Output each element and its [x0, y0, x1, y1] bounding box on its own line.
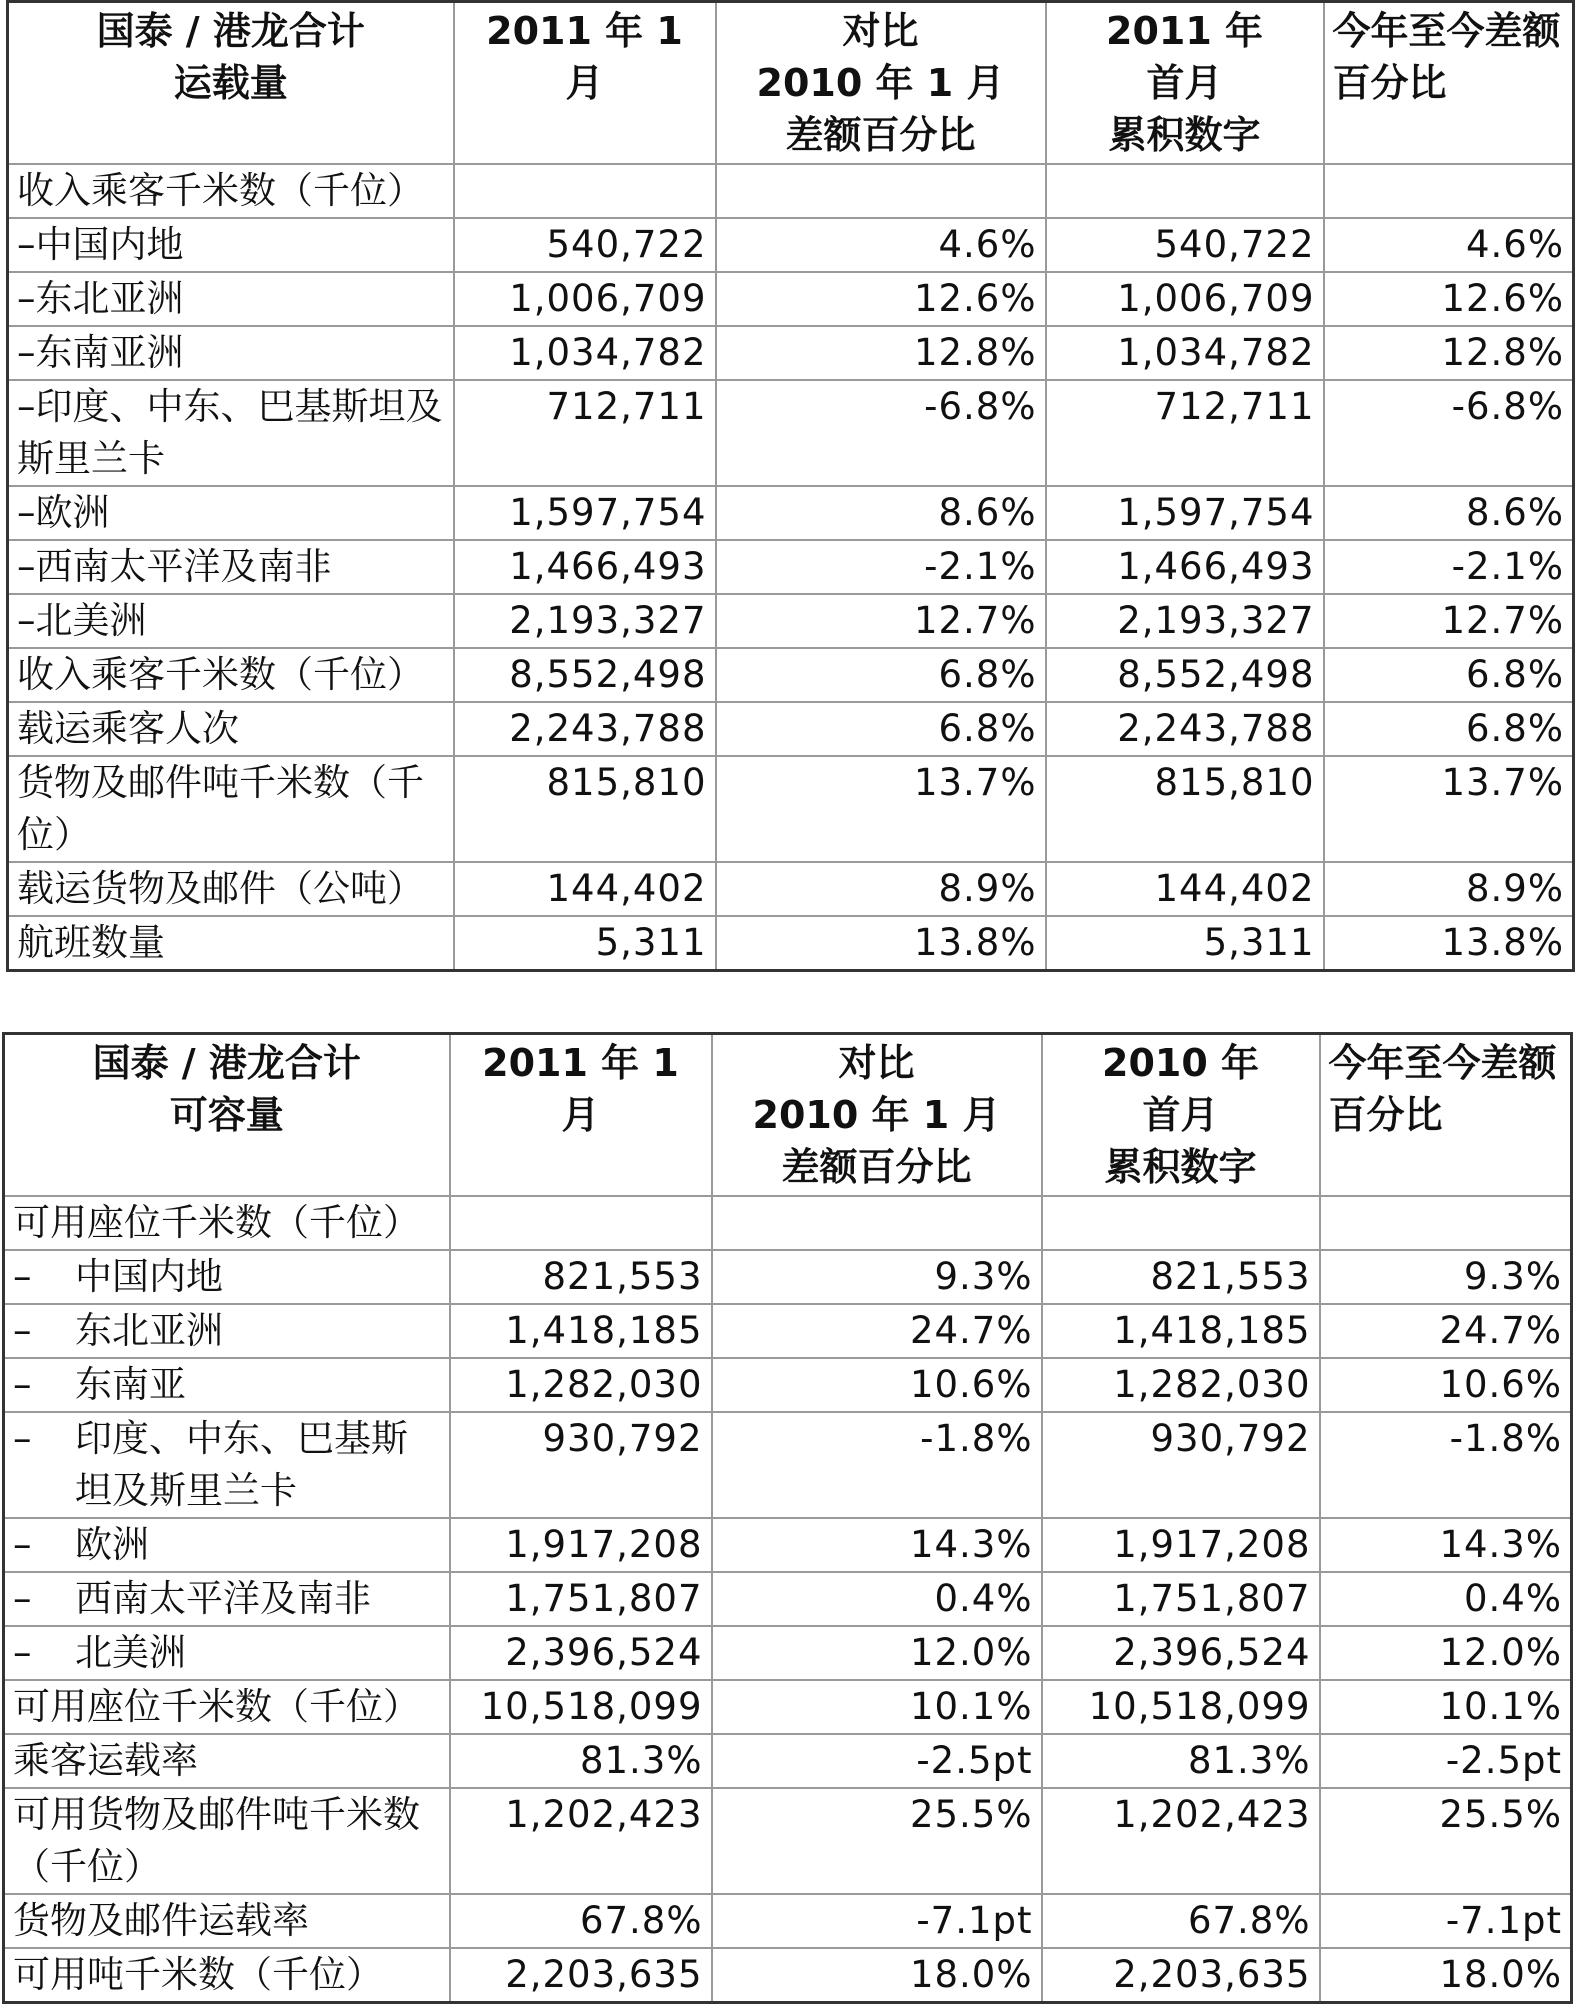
row-label: [4, 1626, 450, 1680]
region-name: 东北亚洲: [75, 1308, 223, 1352]
cell-ytd: 6.8%: [1324, 702, 1574, 756]
table-row: [4, 1196, 1572, 1250]
table-row: [8, 540, 1574, 594]
cell-ytd: 25.5%: [1320, 1788, 1572, 1894]
cell-ytd: 24.7%: [1320, 1304, 1572, 1358]
cell-ytd: 12.6%: [1324, 272, 1574, 326]
row-label: –西南太平洋及南非: [8, 540, 454, 594]
table-row: [4, 1412, 1572, 1518]
header-line: 2011 年 1 月: [486, 9, 683, 105]
header-line: 国泰 / 港龙合计: [92, 1041, 361, 1085]
capacity-header-combined: [4, 1034, 450, 1196]
header-line: 累积数字: [1108, 113, 1261, 157]
table-row: [4, 1894, 1572, 1948]
cell-cumulative: 2,396,524: [1042, 1626, 1320, 1680]
cell-cumulative: 67.8%: [1042, 1894, 1320, 1948]
header-line: 今年至今差额: [1332, 9, 1561, 53]
row-label: [4, 1572, 450, 1626]
cell-ytd: 13.8%: [1324, 916, 1574, 971]
cell-compare: 12.8%: [716, 326, 1046, 380]
dash-marker: –: [13, 1416, 32, 1460]
row-label: [4, 1412, 450, 1518]
cell-ytd: 14.3%: [1320, 1518, 1572, 1572]
cell-compare: 12.6%: [716, 272, 1046, 326]
row-label: –印度、中东、巴基斯坦及斯里兰卡: [8, 380, 454, 486]
capacity-header-month: [450, 1034, 712, 1196]
cell-cumulative: [1042, 1196, 1320, 1250]
cell-month: 1,917,208: [450, 1518, 712, 1572]
cell-compare: 12.7%: [716, 594, 1046, 648]
header-line: 运载量: [173, 61, 288, 105]
cell-cumulative: 144,402: [1046, 862, 1324, 916]
cell-compare: [716, 164, 1046, 218]
cell-compare: -7.1pt: [712, 1894, 1042, 1948]
table-row: [8, 702, 1574, 756]
dash-marker: –: [13, 1522, 32, 1566]
cell-month: 10,518,099: [450, 1680, 712, 1734]
cell-month: 1,282,030: [450, 1358, 712, 1412]
table-row: [8, 218, 1574, 272]
cell-ytd: 0.4%: [1320, 1572, 1572, 1626]
cell-compare: [712, 1196, 1042, 1250]
cell-ytd: -1.8%: [1320, 1412, 1572, 1518]
cell-cumulative: 815,810: [1046, 756, 1324, 862]
cell-cumulative: 1,282,030: [1042, 1358, 1320, 1412]
table-row: [4, 1948, 1572, 2003]
row-label: –东南亚洲: [8, 326, 454, 380]
cell-month: [450, 1196, 712, 1250]
cell-ytd: 18.0%: [1320, 1948, 1572, 2003]
capacity-table: [2, 1032, 1573, 2004]
region-name: 中国内地: [75, 1254, 223, 1298]
row-label: –东北亚洲: [8, 272, 454, 326]
traffic-header-ytd: [1324, 2, 1574, 164]
table-row: [4, 1680, 1572, 1734]
row-label: –欧洲: [8, 486, 454, 540]
capacity-header-cumulative: [1042, 1034, 1320, 1196]
dash-marker: –: [13, 1254, 32, 1298]
cell-compare: 13.8%: [716, 916, 1046, 971]
capacity-header-compare: [712, 1034, 1042, 1196]
header-line: 首月: [1146, 61, 1223, 105]
row-label: [4, 1250, 450, 1304]
cell-compare: 18.0%: [712, 1948, 1042, 2003]
cell-ytd: 6.8%: [1324, 648, 1574, 702]
cell-cumulative: [1046, 164, 1324, 218]
cell-compare: 6.8%: [716, 648, 1046, 702]
cell-ytd: 13.7%: [1324, 756, 1574, 862]
header-line: 国泰 / 港龙合计: [96, 9, 365, 53]
traffic-table: [6, 0, 1575, 972]
cell-month: 1,006,709: [454, 272, 716, 326]
row-label: 收入乘客千米数（千位）: [8, 164, 454, 218]
table-row: [8, 326, 1574, 380]
cell-compare: -1.8%: [712, 1412, 1042, 1518]
row-label: 航班数量: [8, 916, 454, 971]
cell-cumulative: 81.3%: [1042, 1734, 1320, 1788]
dash-marker: –: [13, 1576, 32, 1620]
row-label: –中国内地: [8, 218, 454, 272]
table-row: [8, 594, 1574, 648]
header-line: 2010 年 1 月: [756, 61, 1005, 105]
cell-ytd: -7.1pt: [1320, 1894, 1572, 1948]
cell-compare: 9.3%: [712, 1250, 1042, 1304]
row-label: [4, 1518, 450, 1572]
capacity-header-ytd: [1320, 1034, 1572, 1196]
cell-compare: 4.6%: [716, 218, 1046, 272]
dash-marker: –: [13, 1308, 32, 1352]
capacity-header-row: [4, 1034, 1572, 1196]
cell-cumulative: 8,552,498: [1046, 648, 1324, 702]
cell-month: 1,597,754: [454, 486, 716, 540]
cell-cumulative: 540,722: [1046, 218, 1324, 272]
cell-month: 2,193,327: [454, 594, 716, 648]
cell-cumulative: 1,751,807: [1042, 1572, 1320, 1626]
cell-cumulative: 930,792: [1042, 1412, 1320, 1518]
table-row: [8, 916, 1574, 971]
header-line: 首月: [1142, 1093, 1219, 1137]
cell-month: 540,722: [454, 218, 716, 272]
region-name: 印度、中东、巴基斯坦及斯里兰卡: [75, 1416, 408, 1512]
cell-month: 144,402: [454, 862, 716, 916]
cell-compare: 8.9%: [716, 862, 1046, 916]
cell-compare: -2.1%: [716, 540, 1046, 594]
cell-month: 81.3%: [450, 1734, 712, 1788]
cell-ytd: 9.3%: [1320, 1250, 1572, 1304]
cell-month: 930,792: [450, 1412, 712, 1518]
header-line: 2010 年 1 月: [752, 1093, 1001, 1137]
header-line: 差额百分比: [781, 1145, 972, 1189]
cell-cumulative: 2,203,635: [1042, 1948, 1320, 2003]
cell-ytd: 8.6%: [1324, 486, 1574, 540]
cell-compare: 8.6%: [716, 486, 1046, 540]
row-label: 乘客运载率: [4, 1734, 450, 1788]
region-name: 西南太平洋及南非: [75, 1576, 371, 1620]
header-line: 百分比: [1328, 1093, 1443, 1137]
table-row: [8, 380, 1574, 486]
row-label: [4, 1304, 450, 1358]
cell-ytd: [1324, 164, 1574, 218]
cell-ytd: -2.5pt: [1320, 1734, 1572, 1788]
header-line: 对比: [838, 1041, 915, 1085]
table-row: [8, 648, 1574, 702]
cell-compare: 10.6%: [712, 1358, 1042, 1412]
cell-ytd: 12.0%: [1320, 1626, 1572, 1680]
cell-cumulative: 1,006,709: [1046, 272, 1324, 326]
header-line: 可容量: [169, 1093, 284, 1137]
row-label: 可用货物及邮件吨千米数（千位）: [4, 1788, 450, 1894]
table-row: [8, 486, 1574, 540]
traffic-header-combined: [8, 2, 454, 164]
cell-ytd: 12.8%: [1324, 326, 1574, 380]
table-row: [4, 1358, 1572, 1412]
cell-compare: 0.4%: [712, 1572, 1042, 1626]
row-label: 载运货物及邮件（公吨）: [8, 862, 454, 916]
table-row: [4, 1304, 1572, 1358]
row-label: 收入乘客千米数（千位）: [8, 648, 454, 702]
cell-month: 2,396,524: [450, 1626, 712, 1680]
cell-month: [454, 164, 716, 218]
header-line: 2011 年: [1106, 9, 1263, 53]
cell-compare: -2.5pt: [712, 1734, 1042, 1788]
cell-ytd: 12.7%: [1324, 594, 1574, 648]
cell-cumulative: 821,553: [1042, 1250, 1320, 1304]
cell-compare: 25.5%: [712, 1788, 1042, 1894]
cell-month: 712,711: [454, 380, 716, 486]
cell-compare: 12.0%: [712, 1626, 1042, 1680]
cell-cumulative: 1,917,208: [1042, 1518, 1320, 1572]
cell-ytd: 8.9%: [1324, 862, 1574, 916]
cell-month: 1,418,185: [450, 1304, 712, 1358]
cell-compare: 24.7%: [712, 1304, 1042, 1358]
row-label: –北美洲: [8, 594, 454, 648]
header-line: 今年至今差额: [1328, 1041, 1557, 1085]
cell-ytd: 4.6%: [1324, 218, 1574, 272]
cell-compare: 10.1%: [712, 1680, 1042, 1734]
cell-ytd: [1320, 1196, 1572, 1250]
row-label: 货物及邮件运载率: [4, 1894, 450, 1948]
table-row: [8, 272, 1574, 326]
cell-cumulative: 2,193,327: [1046, 594, 1324, 648]
cell-cumulative: 1,034,782: [1046, 326, 1324, 380]
cell-month: 67.8%: [450, 1894, 712, 1948]
traffic-header-compare: [716, 2, 1046, 164]
row-label: 货物及邮件吨千米数（千位）: [8, 756, 454, 862]
cell-cumulative: 1,466,493: [1046, 540, 1324, 594]
cell-month: 1,202,423: [450, 1788, 712, 1894]
cell-cumulative: 1,597,754: [1046, 486, 1324, 540]
table-row: [4, 1734, 1572, 1788]
cell-month: 821,553: [450, 1250, 712, 1304]
table-row: [4, 1572, 1572, 1626]
cell-ytd: -2.1%: [1324, 540, 1574, 594]
header-line: 对比: [842, 9, 919, 53]
cell-month: 2,243,788: [454, 702, 716, 756]
cell-month: 815,810: [454, 756, 716, 862]
cell-cumulative: 10,518,099: [1042, 1680, 1320, 1734]
cell-compare: 6.8%: [716, 702, 1046, 756]
traffic-header-month: [454, 2, 716, 164]
cell-compare: -6.8%: [716, 380, 1046, 486]
traffic-header-cumulative: [1046, 2, 1324, 164]
cell-month: 8,552,498: [454, 648, 716, 702]
table-row: [4, 1788, 1572, 1894]
row-label: 可用吨千米数（千位）: [4, 1948, 450, 2003]
row-label: 可用座位千米数（千位）: [4, 1196, 450, 1250]
cell-cumulative: 712,711: [1046, 380, 1324, 486]
region-name: 北美洲: [75, 1630, 186, 1674]
cell-cumulative: 5,311: [1046, 916, 1324, 971]
header-line: 差额百分比: [785, 113, 976, 157]
cell-cumulative: 1,202,423: [1042, 1788, 1320, 1894]
cell-ytd: 10.1%: [1320, 1680, 1572, 1734]
cell-ytd: -6.8%: [1324, 380, 1574, 486]
region-name: 东南亚: [75, 1362, 186, 1406]
cell-month: 5,311: [454, 916, 716, 971]
header-line: 2010 年: [1102, 1041, 1259, 1085]
header-line: 百分比: [1332, 61, 1447, 105]
table-row: [8, 756, 1574, 862]
cell-month: 2,203,635: [450, 1948, 712, 2003]
cell-compare: 14.3%: [712, 1518, 1042, 1572]
cell-month: 1,034,782: [454, 326, 716, 380]
table-row: [4, 1518, 1572, 1572]
row-label: 可用座位千米数（千位）: [4, 1680, 450, 1734]
cell-compare: 13.7%: [716, 756, 1046, 862]
cell-month: 1,466,493: [454, 540, 716, 594]
header-line: 2011 年 1 月: [482, 1041, 679, 1137]
table-row: [8, 164, 1574, 218]
table-row: [4, 1250, 1572, 1304]
table-row: [8, 862, 1574, 916]
table-row: [4, 1626, 1572, 1680]
dash-marker: –: [13, 1630, 32, 1674]
cell-cumulative: 2,243,788: [1046, 702, 1324, 756]
cell-month: 1,751,807: [450, 1572, 712, 1626]
row-label: [4, 1358, 450, 1412]
cell-ytd: 10.6%: [1320, 1358, 1572, 1412]
dash-marker: –: [13, 1362, 32, 1406]
cell-cumulative: 1,418,185: [1042, 1304, 1320, 1358]
row-label: 载运乘客人次: [8, 702, 454, 756]
region-name: 欧洲: [75, 1522, 149, 1566]
header-line: 累积数字: [1104, 1145, 1257, 1189]
traffic-header-row: [8, 2, 1574, 164]
